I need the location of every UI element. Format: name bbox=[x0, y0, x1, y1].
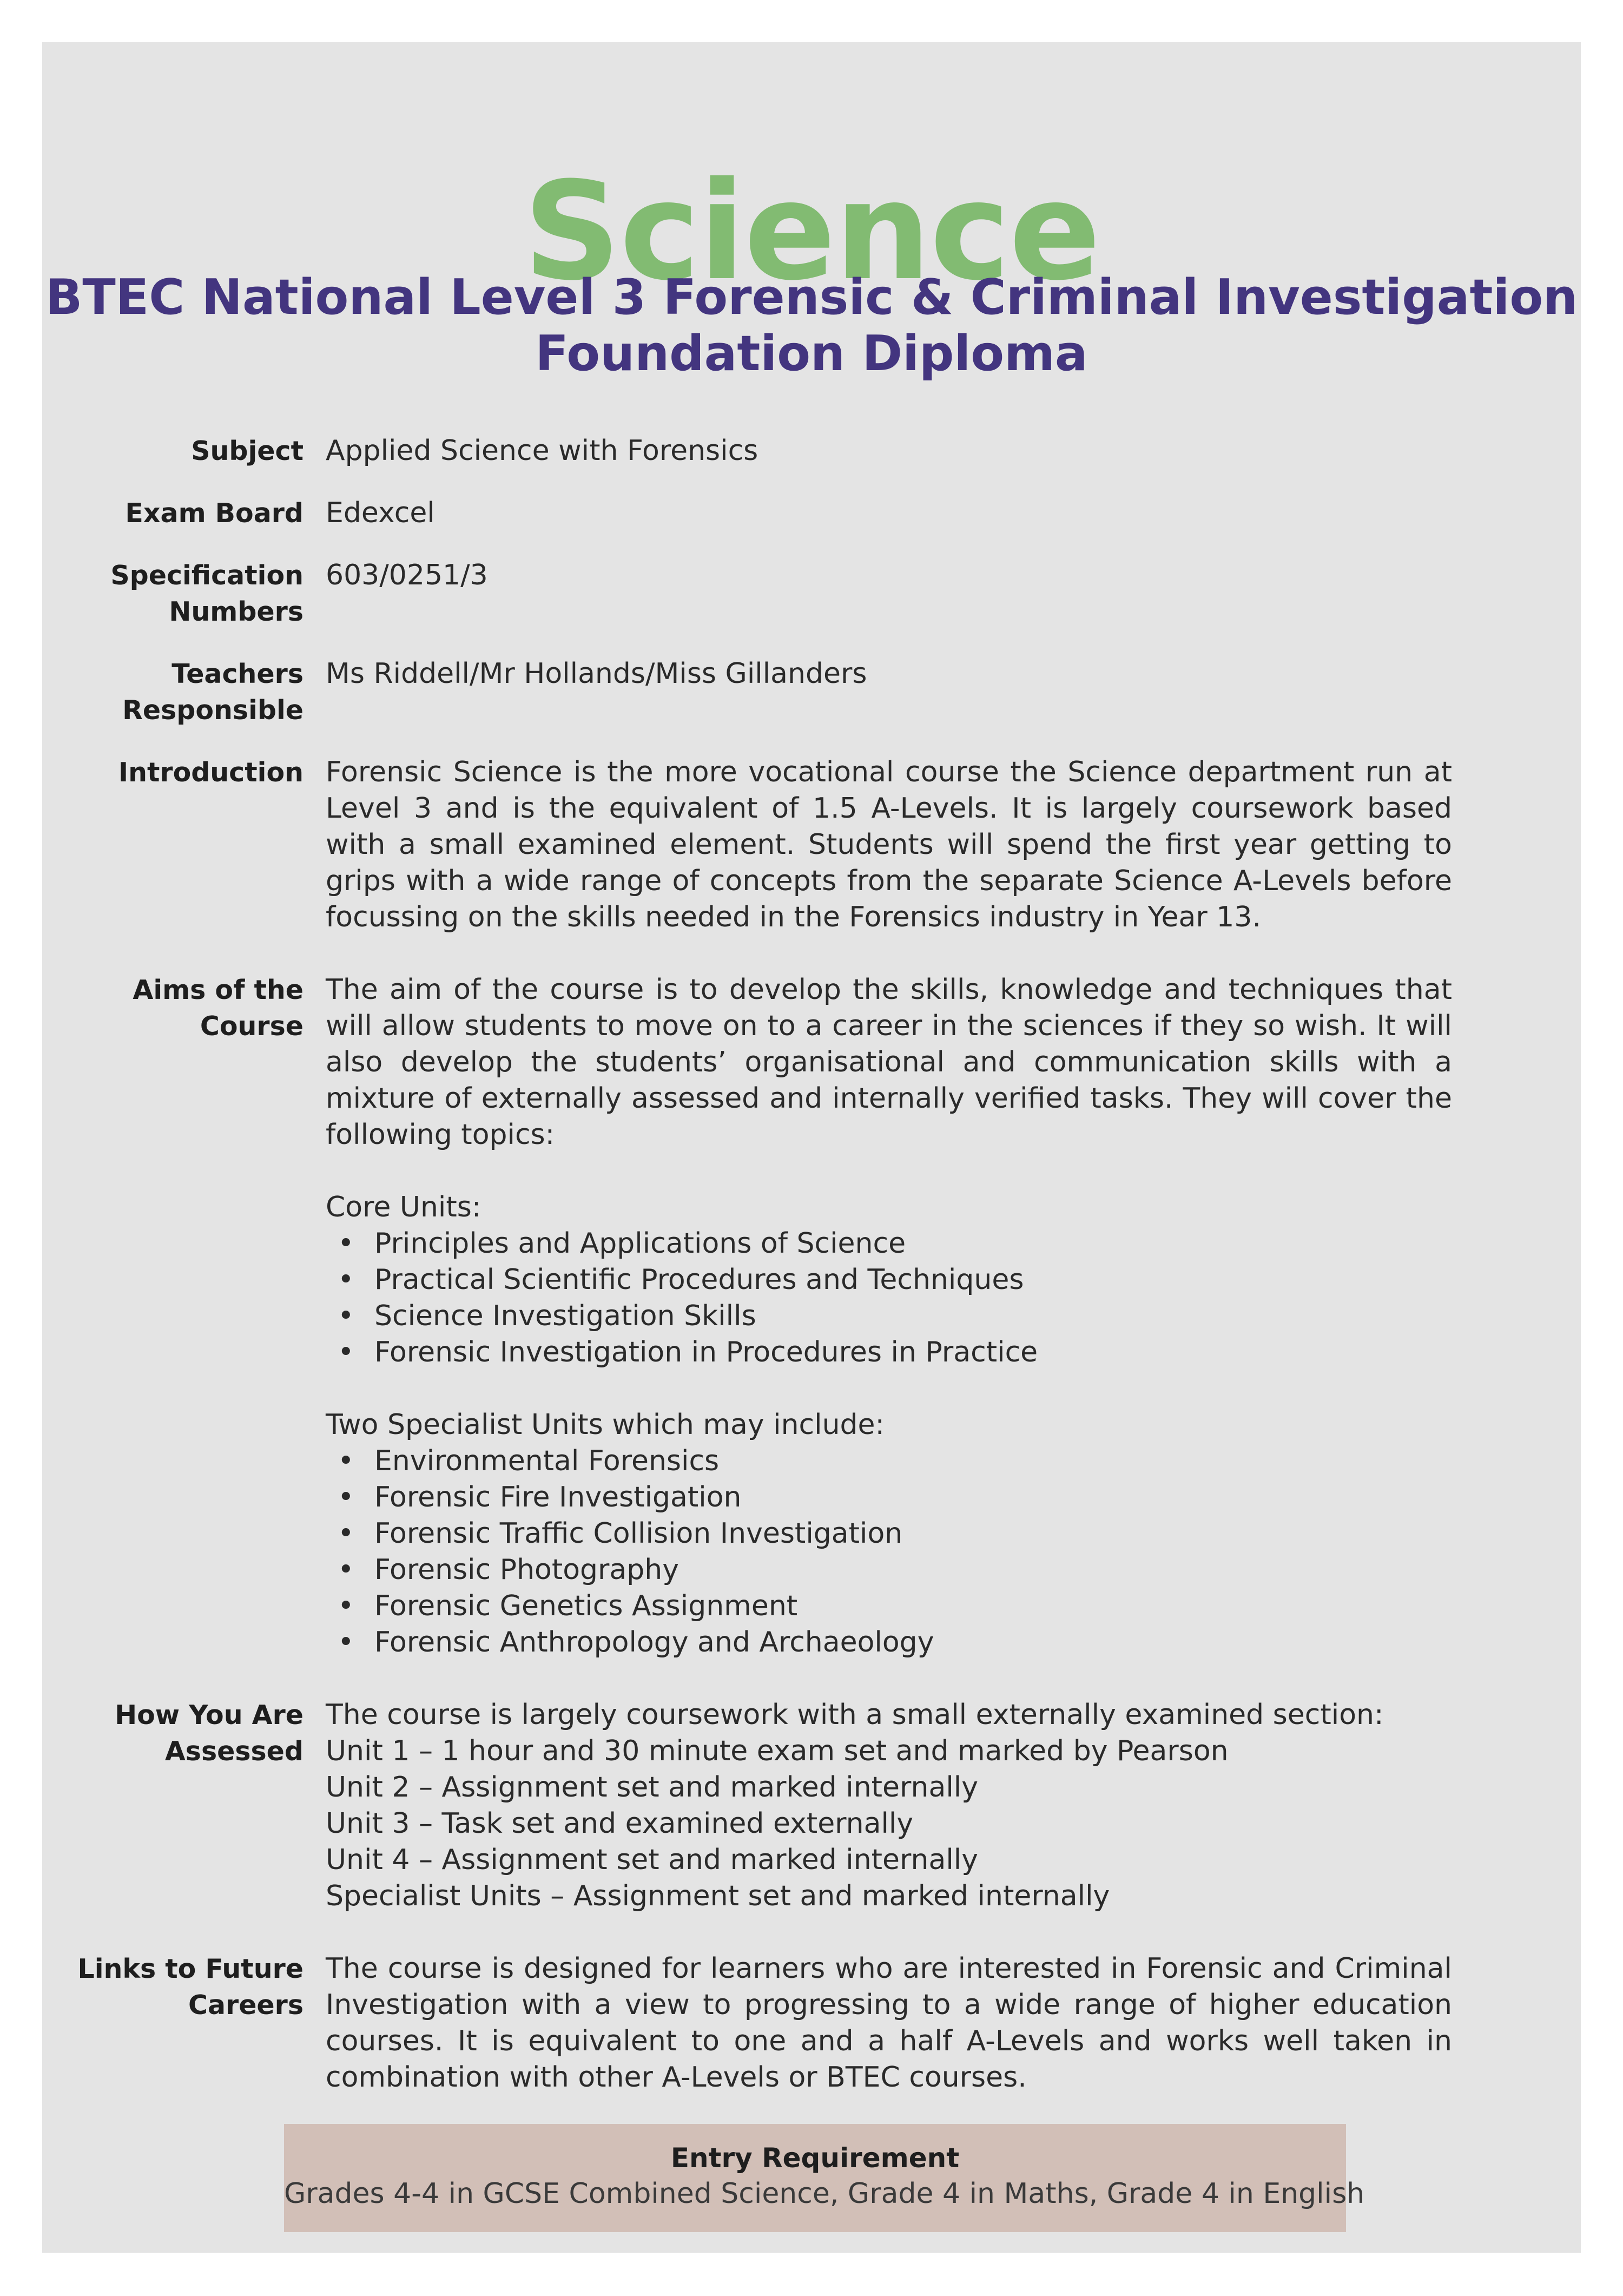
assessment-line: Unit 1 – 1 hour and 30 minute exam set and marked by Pearson bbox=[326, 1735, 1229, 1767]
teachers-row bbox=[42, 656, 1581, 728]
list-item: • Practical Scientific Procedures and Techniques bbox=[326, 1262, 1452, 1298]
assessment-line: The course is largely coursework with a small externally examined section: bbox=[326, 1699, 1384, 1731]
careers-label-line-2: Careers bbox=[188, 1990, 304, 2021]
entry-requirement-title: Entry Requirement bbox=[670, 2142, 960, 2174]
core-units-list bbox=[326, 1226, 1452, 1371]
aims-row bbox=[42, 972, 1581, 1661]
exam-board-value: Edexcel bbox=[326, 497, 435, 529]
careers-text: The course is designed for learners who are interested in Forensic and Criminal Investigation with a view to progressing to a wide range of higher education courses. It is equivalent to one and a half A-Levels and works well taken in combination with other A-Levels or BTEC courses. bbox=[326, 1952, 1452, 2094]
bullet-icon: • bbox=[338, 1626, 354, 1659]
bullet-icon: • bbox=[338, 1517, 354, 1550]
teachers-label-line-1: Teachers bbox=[171, 659, 304, 689]
course-details bbox=[42, 433, 1581, 2096]
page-title: Science bbox=[523, 153, 1100, 310]
assessment-line: Specialist Units – Assignment set and marked internally bbox=[326, 1880, 1110, 1912]
list-item: • Environmental Forensics bbox=[326, 1443, 1452, 1479]
introduction-text: Forensic Science is the more vocational course the Science department run at Level 3 and is the equivalent of 1.5 A-Levels. It is largely coursework based with a small examined element. Students will spend the first year getting to grips with a wide range of concepts from the separate Science A-Levels before focussing on the skills needed in the Forensics industry in Year 13. bbox=[326, 756, 1452, 933]
teachers-value: Ms Riddell/Mr Hollands/Miss Gillanders bbox=[326, 657, 867, 690]
aims-content bbox=[326, 972, 1452, 1661]
subject-label: Subject bbox=[191, 436, 304, 466]
teachers-label bbox=[42, 656, 326, 728]
assessment-label-line-2: Assessed bbox=[164, 1736, 304, 1767]
aims-text: The aim of the course is to develop the skills, knowledge and techniques that will allow students to move on to a career in the sciences if they so wish. It will also develop the students’ organisational and communication skills with a mixture of externally assessed and internally verified tasks. They will cover the following topics: bbox=[326, 973, 1452, 1151]
list-item: • Principles and Applications of Science bbox=[326, 1226, 1452, 1262]
bullet-icon: • bbox=[338, 1264, 354, 1296]
careers-row bbox=[42, 1951, 1581, 2096]
careers-label-line-1: Links to Future bbox=[77, 1953, 304, 1984]
bullet-icon: • bbox=[338, 1445, 354, 1477]
page-panel bbox=[42, 42, 1581, 2253]
bullet-icon: • bbox=[338, 1300, 354, 1332]
assessment-line: Unit 2 – Assignment set and marked internally bbox=[326, 1771, 979, 1804]
list-item: • Science Investigation Skills bbox=[326, 1298, 1452, 1334]
specification-label bbox=[42, 557, 326, 630]
careers-label bbox=[42, 1951, 326, 2023]
teachers-label-line-2: Responsible bbox=[122, 695, 304, 726]
bullet-icon: • bbox=[338, 1554, 354, 1586]
assessment-line: Unit 3 – Task set and examined externally bbox=[326, 1807, 914, 1840]
aims-label-line-2: Course bbox=[200, 1011, 304, 1042]
bullet-icon: • bbox=[338, 1336, 354, 1369]
exam-board-row bbox=[42, 495, 1581, 531]
core-units-heading: Core Units: bbox=[326, 1191, 481, 1223]
bullet-icon: • bbox=[338, 1227, 354, 1260]
assessment-line: Unit 4 – Assignment set and marked internally bbox=[326, 1844, 979, 1876]
aims-label bbox=[42, 972, 326, 1044]
bullet-icon: • bbox=[338, 1481, 354, 1514]
specification-label-line-1: Specification bbox=[110, 560, 304, 591]
specialist-units-heading: Two Specialist Units which may include: bbox=[326, 1409, 885, 1441]
aims-label-line-1: Aims of the bbox=[133, 975, 304, 1005]
entry-requirement-box bbox=[284, 2124, 1365, 2232]
list-item: • Forensic Anthropology and Archaeology bbox=[326, 1624, 1452, 1661]
introduction-label: Introduction bbox=[118, 757, 304, 788]
specialist-units-list bbox=[326, 1443, 1452, 1661]
list-item: • Forensic Traffic Collision Investigation bbox=[326, 1516, 1452, 1552]
assessment-label-line-1: How You Are bbox=[115, 1700, 304, 1731]
subject-row bbox=[42, 433, 1581, 469]
subtitle-line-2: Foundation Diploma bbox=[535, 325, 1088, 382]
subtitle-line-1: BTEC National Level 3 Forensic & Criminal Investigation bbox=[45, 269, 1578, 326]
specification-value: 603/0251/3 bbox=[326, 559, 488, 591]
list-item: • Forensic Genetics Assignment bbox=[326, 1588, 1452, 1624]
assessment-label bbox=[42, 1697, 326, 1769]
course-subtitle bbox=[42, 269, 1581, 382]
list-item: • Forensic Fire Investigation bbox=[326, 1479, 1452, 1516]
introduction-row bbox=[42, 754, 1581, 936]
assessment-row bbox=[42, 1697, 1581, 1915]
list-item: • Forensic Photography bbox=[326, 1552, 1452, 1588]
bullet-icon: • bbox=[338, 1590, 354, 1622]
exam-board-label: Exam Board bbox=[125, 498, 304, 529]
subject-value: Applied Science with Forensics bbox=[326, 435, 758, 467]
entry-requirement-text: Grades 4-4 in GCSE Combined Science, Grade 4 in Maths, Grade 4 in English bbox=[284, 2177, 1365, 2210]
assessment-content bbox=[326, 1697, 1452, 1915]
specification-label-line-2: Numbers bbox=[169, 596, 304, 627]
specification-row bbox=[42, 557, 1581, 630]
list-item: • Forensic Investigation in Procedures in Practice bbox=[326, 1334, 1452, 1371]
